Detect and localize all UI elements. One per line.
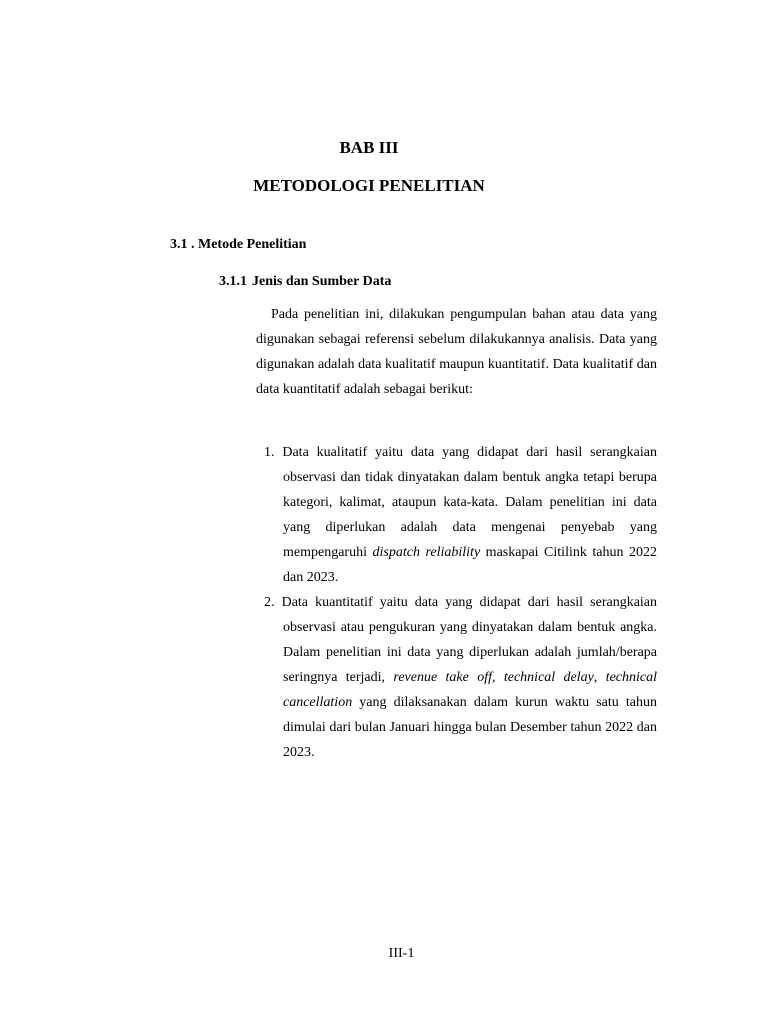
italic-term: dispatch reliability xyxy=(372,545,481,560)
section-number: 3.1 . xyxy=(170,237,195,252)
list-text: maskapai Citilink tahun 2022 dan 2023. xyxy=(283,545,657,585)
italic-term: technical cancellation xyxy=(283,670,658,710)
chapter-title: METODOLOGI PENELITIAN xyxy=(253,176,485,195)
list-text: Data kualitatif yaitu data yang didapat dari hasil serangkaian observasi dan tidak dinyatakan dalam bentuk angka tetapi berupa kategori, kalimat, ataupun kata-kata. Dalam penelitian ini data yang diperlukan adalah data mengenai penyebab yang mempengaruhi xyxy=(282,445,657,560)
section-heading xyxy=(170,237,306,253)
section-title: Metode Penelitian xyxy=(198,237,307,252)
intro-paragraph: Pada penelitian ini, dilakukan pengumpulan bahan atau data yang digunakan sebagai referensi sebelum dilakukannya analisis. Data yang digunakan adalah data kualitatif maupun kuantitatif. Data kualitatif dan data kuantitatif adalah sebagai berikut: xyxy=(256,307,657,397)
subsection-heading xyxy=(219,274,391,290)
list-marker: 1. xyxy=(264,445,275,460)
subsection-number: 3.1.1 xyxy=(219,274,247,289)
chapter-number: BAB III xyxy=(339,138,399,157)
data-type-list xyxy=(264,440,657,765)
list-marker: 2. xyxy=(264,595,275,610)
italic-term: technical delay xyxy=(503,670,594,685)
list-item-quantitative xyxy=(264,590,657,765)
list-text: yang dilaksanakan dalam kurun waktu satu tahun dimulai dari bulan Januari hingga bulan Desember tahun 2022 dan 2023. xyxy=(283,695,657,760)
list-text: Data kuantitatif yaitu data yang didapat dari hasil serangkaian observasi atau pengukuran yang dinyatakan dalam bentuk angka. Dalam penelitian ini data yang diperlukan adalah jumlah/berapa seringnya terjadi, xyxy=(281,595,658,685)
page-number: III-1 xyxy=(388,946,415,961)
italic-term: revenue take off xyxy=(393,670,492,685)
list-item-qualitative xyxy=(264,440,657,590)
separator: , xyxy=(492,670,504,685)
separator: , xyxy=(593,670,606,685)
subsection-title: Jenis dan Sumber Data xyxy=(252,274,392,289)
